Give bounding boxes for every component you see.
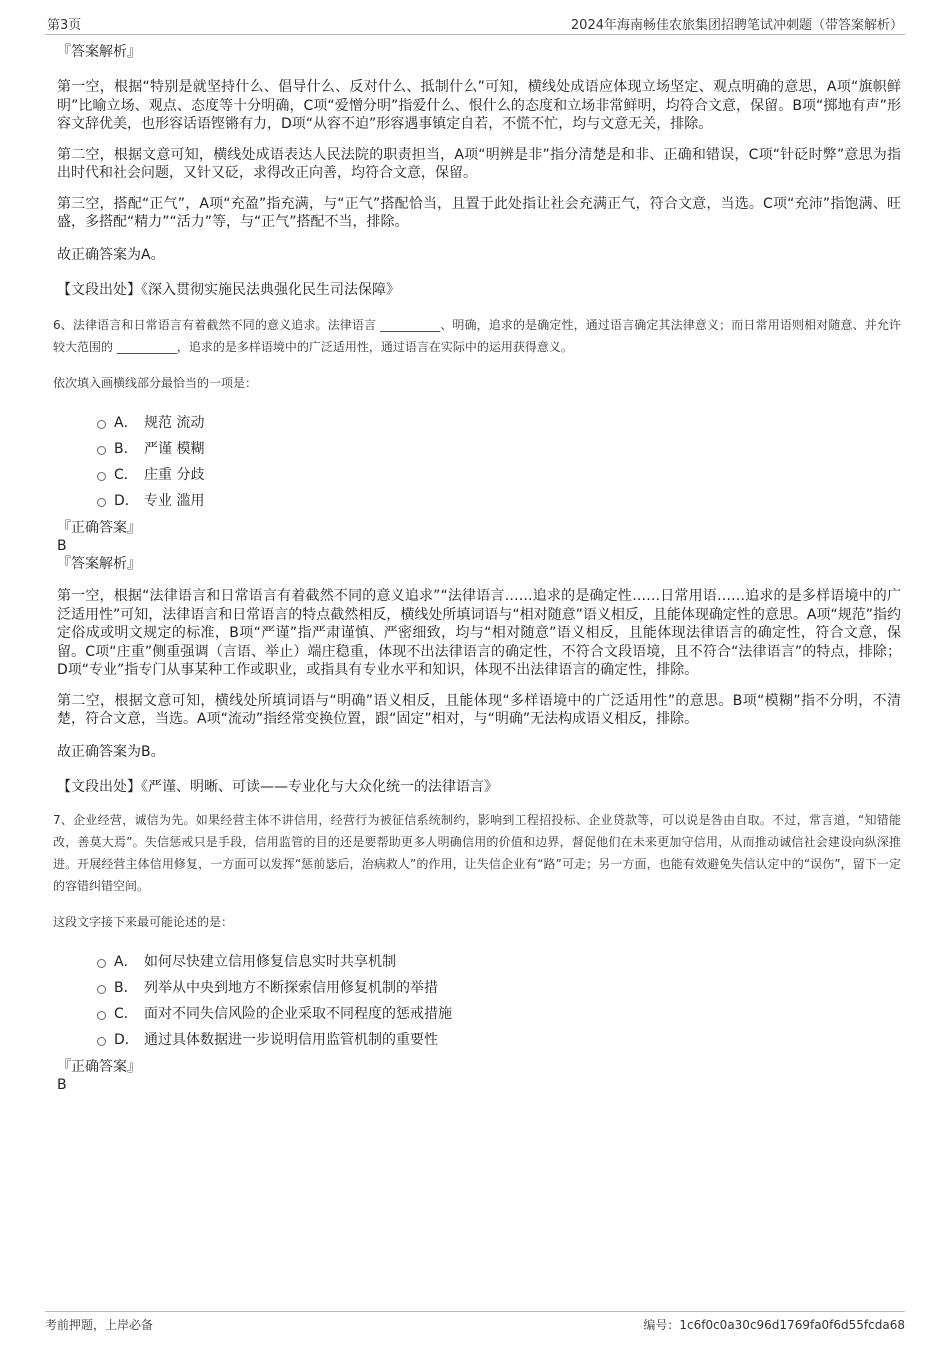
- option-letter: A．: [114, 415, 138, 431]
- question-prompt: 这段文字接下来最可能论述的是：: [53, 915, 234, 929]
- option-letter: C．: [114, 1006, 138, 1022]
- correct-answer: B: [57, 1077, 67, 1093]
- analysis-paragraph: 第二空，根据文意可知，横线处成语表达人民法院的职责担当，A项“明辨是非”指分清楚是和非、正确和错误，C项“针砭时弊”意思为指出时代和社会问题，又针又砭，求得改正向善，均符合文意，保留。: [57, 146, 901, 181]
- question-stem: 7、企业经营，诚信为先。如果经营主体不讲信用，经营行为被征信系统制约，影响到工程招投标、企业贷款等，可以说是咎由自取。不过，常言道，“知错能改，善莫大焉”。失信惩戒只是手段，信用监管的目的还是要帮助更多人明确信用的价值和边界，督促他们在未来更加守信用，从而推动诚信社会建设向纵深推进。开展经营主体信用修复，一方面可以发挥“惩前毖后，治病救人”的作用，让失信企业有“路”可走；另一方面，也能有效避免失信认定中的“误伤”，留下一定的容错纠错空间。: [53, 813, 901, 893]
- option-d[interactable]: [97, 487, 901, 513]
- correct-answer-label: 『正确答案』: [57, 1059, 141, 1075]
- analysis-label: 『答案解析』: [57, 556, 141, 572]
- document-serial: 编号：1c6f0c0a30c96d1769fa0f6d55fcda68: [643, 1318, 905, 1332]
- radio-icon[interactable]: [97, 498, 106, 507]
- question-prompt: 依次填入画横线部分最恰当的一项是：: [53, 376, 258, 390]
- option-letter: C．: [114, 467, 138, 483]
- option-text: 规范 流动: [144, 415, 205, 431]
- analysis-label: 『答案解析』: [57, 44, 141, 60]
- final-answer-text: 故正确答案为A。: [57, 246, 165, 263]
- footer-slogan: 考前押题，上岸必备: [45, 1318, 154, 1332]
- radio-icon[interactable]: [97, 446, 106, 455]
- option-d[interactable]: [97, 1026, 901, 1052]
- radio-icon[interactable]: [97, 959, 106, 968]
- option-b[interactable]: [97, 435, 901, 461]
- option-letter: B．: [114, 441, 138, 457]
- option-text: 面对不同失信风险的企业采取不同程度的惩戒措施: [144, 1006, 452, 1022]
- correct-answer-label: 『正确答案』: [57, 520, 141, 536]
- document-body: [53, 42, 901, 1094]
- radio-icon[interactable]: [97, 472, 106, 481]
- option-text: 严谨 模糊: [144, 441, 205, 457]
- radio-icon[interactable]: [97, 985, 106, 994]
- question-stem: 6、法律语言和日常语言有着截然不同的意义追求。法律语言 __________、明确，追求的是确定性，通过语言确定其法律意义；而日常用语则相对随意、并允许较大范围的 __________，追求的是多样语境中的广泛适用性，通过语言在实际中的运用获得意义。: [53, 318, 901, 354]
- option-letter: B．: [114, 980, 138, 996]
- radio-icon[interactable]: [97, 420, 106, 429]
- correct-answer: B: [57, 538, 67, 554]
- option-list: [97, 409, 901, 513]
- page-number: 第3页: [47, 18, 82, 33]
- source-citation: 【文段出处】《深入贯彻实施民法典强化民生司法保障》: [57, 282, 400, 298]
- option-text: 如何尽快建立信用修复信息实时共享机制: [144, 954, 396, 970]
- radio-icon[interactable]: [97, 1011, 106, 1020]
- option-b[interactable]: [97, 974, 901, 1000]
- source-citation: 【文段出处】《严谨、明晰、可读——专业化与大众化统一的法律语言》: [57, 779, 498, 795]
- option-text: 专业 滥用: [144, 493, 205, 509]
- analysis-paragraph: 第二空，根据文意可知，横线处所填词语与“明确”语义相反，且能体现“多样语境中的广泛适用性”的意思。B项“模糊”指不分明，不清楚，符合文意，当选。A项“流动”指经常变换位置，跟“固定”相对，与“明确”无法构成语义相反，排除。: [57, 692, 901, 727]
- option-a[interactable]: [97, 948, 901, 974]
- option-list: [97, 948, 901, 1052]
- analysis-paragraph: 第三空，搭配“正气”，A项“充盈”指充满，与“正气”搭配恰当，且置于此处指让社会充满正气，符合文意，当选。C项“充沛”指饱满、旺盛，多搭配“精力”“活力”等，与“正气”搭配不当，排除。: [57, 195, 901, 230]
- option-text: 列举从中央到地方不断探索信用修复机制的举措: [144, 980, 438, 996]
- analysis-block-5: [57, 42, 901, 300]
- option-letter: D．: [114, 1032, 139, 1048]
- analysis-paragraph: 第一空，根据“特别是就坚持什么、倡导什么、反对什么、抵制什么”可知，横线处成语应体现立场坚定、观点明确的意思，A项“旗帜鲜明”比喻立场、观点、态度等十分明确，C项“爱憎分明”指爱什么、恨什么的态度和立场非常鲜明，均符合文意，保留。B项“掷地有声”形容文辞优美，也形容话语铿锵有力，D项“从容不迫”形容遇事镇定自若，不慌不忙，均与文意无关，排除。: [57, 79, 901, 132]
- page-header: [45, 14, 905, 35]
- analysis-paragraph: 第一空，根据“法律语言和日常语言有着截然不同的意义追求”“法律语言……追求的是确定性……日常用语……追求的是多样语境中的广泛适用性”可知，法律语言和日常语言的特点截然相反，横线处所填词语与“相对随意”语义相反，且能体现确定性的意思。A项“规范”指约定俗成或明文规定的标准，B项“严谨”指严肃谨慎、严密细致，均与“相对随意”语义相反，且能体现法律语言的确定性，符合文意，保留。C项“庄重”侧重强调（言语、举止）端庄稳重，体现不出法律语言的确定性，不符合文段语境，且不符合“法律语言”的特点，排除；D项“专业”指专门从事某种工作或职业，或指具有专业水平和知识，体现不出法律语言的确定性，排除。: [57, 588, 901, 678]
- option-text: 庄重 分歧: [144, 467, 205, 483]
- question-7: [53, 809, 901, 1094]
- radio-icon[interactable]: [97, 1037, 106, 1046]
- document-title: 2024年海南畅佳农旅集团招聘笔试冲刺题（带答案解析）: [570, 18, 903, 33]
- question-6: [53, 314, 901, 797]
- option-c[interactable]: [97, 1000, 901, 1026]
- final-answer-text: 故正确答案为B。: [57, 743, 165, 760]
- option-letter: A．: [114, 954, 138, 970]
- option-letter: D．: [114, 493, 139, 509]
- option-c[interactable]: [97, 461, 901, 487]
- page-footer: [45, 1311, 905, 1334]
- option-a[interactable]: [97, 409, 901, 435]
- option-text: 通过具体数据进一步说明信用监管机制的重要性: [144, 1032, 438, 1048]
